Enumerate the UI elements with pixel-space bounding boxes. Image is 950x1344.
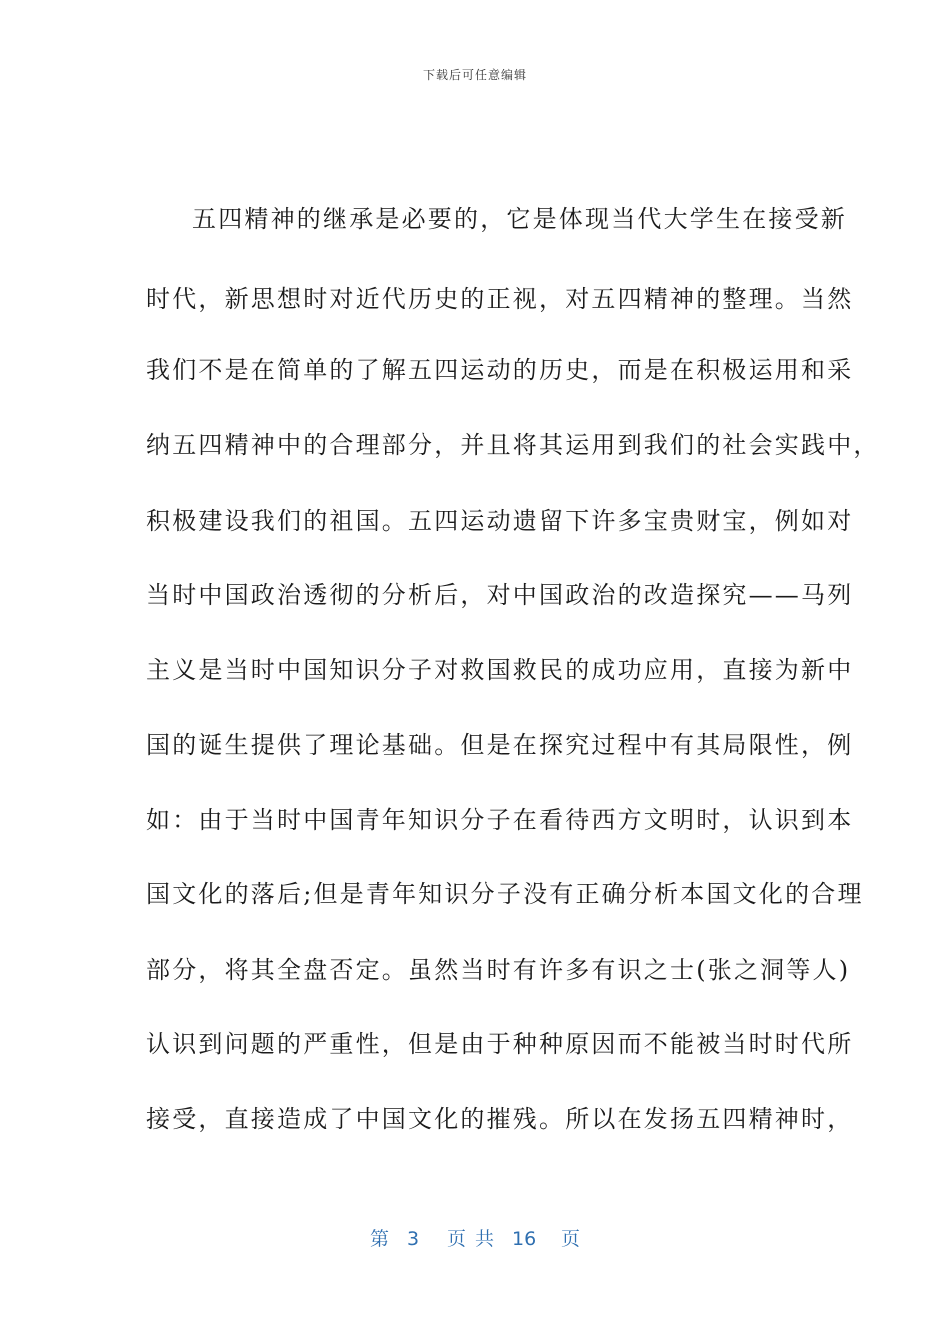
- text-line: 接受，直接造成了中国文化的摧残。所以在发扬五四精神时，: [146, 1105, 854, 1133]
- text-line: 部分，将其全盘否定。虽然当时有许多有识之士(张之洞等人): [146, 956, 851, 984]
- text-line: 时代，新思想时对近代历史的正视，对五四精神的整理。当然: [146, 285, 854, 313]
- text-line: 纳五四精神中的合理部分，并且将其运用到我们的社会实践中，: [146, 431, 880, 459]
- text-line: 认识到问题的严重性，但是由于种种原因而不能被当时时代所: [146, 1030, 854, 1058]
- text-line: 如：由于当时中国青年知识分子在看待西方文明时，认识到本: [146, 806, 854, 834]
- total-pages-number: 16: [512, 1228, 537, 1250]
- footer-suffix: 页: [561, 1228, 581, 1250]
- current-page-number: 3: [407, 1228, 420, 1250]
- text-line: 积极建设我们的祖国。五四运动遗留下许多宝贵财宝，例如对: [146, 507, 854, 535]
- text-line: 我们不是在简单的了解五四运动的历史，而是在积极运用和采: [146, 356, 854, 384]
- text-line: 五四精神的继承是必要的，它是体现当代大学生在接受新: [192, 205, 847, 233]
- text-line: 国文化的落后;但是青年知识分子没有正确分析本国文化的合理: [146, 880, 864, 908]
- footer-prefix: 第: [370, 1228, 390, 1250]
- page-footer: [0, 1227, 950, 1251]
- header-note: 下载后可任意编辑: [422, 68, 527, 82]
- footer-middle: 页共: [447, 1228, 504, 1250]
- text-line: 当时中国政治透彻的分析后，对中国政治的改造探究——马列: [146, 581, 854, 609]
- text-line: 国的诞生提供了理论基础。但是在探究过程中有其局限性，例: [146, 731, 854, 759]
- text-line: 主义是当时中国知识分子对救国救民的成功应用，直接为新中: [146, 656, 854, 684]
